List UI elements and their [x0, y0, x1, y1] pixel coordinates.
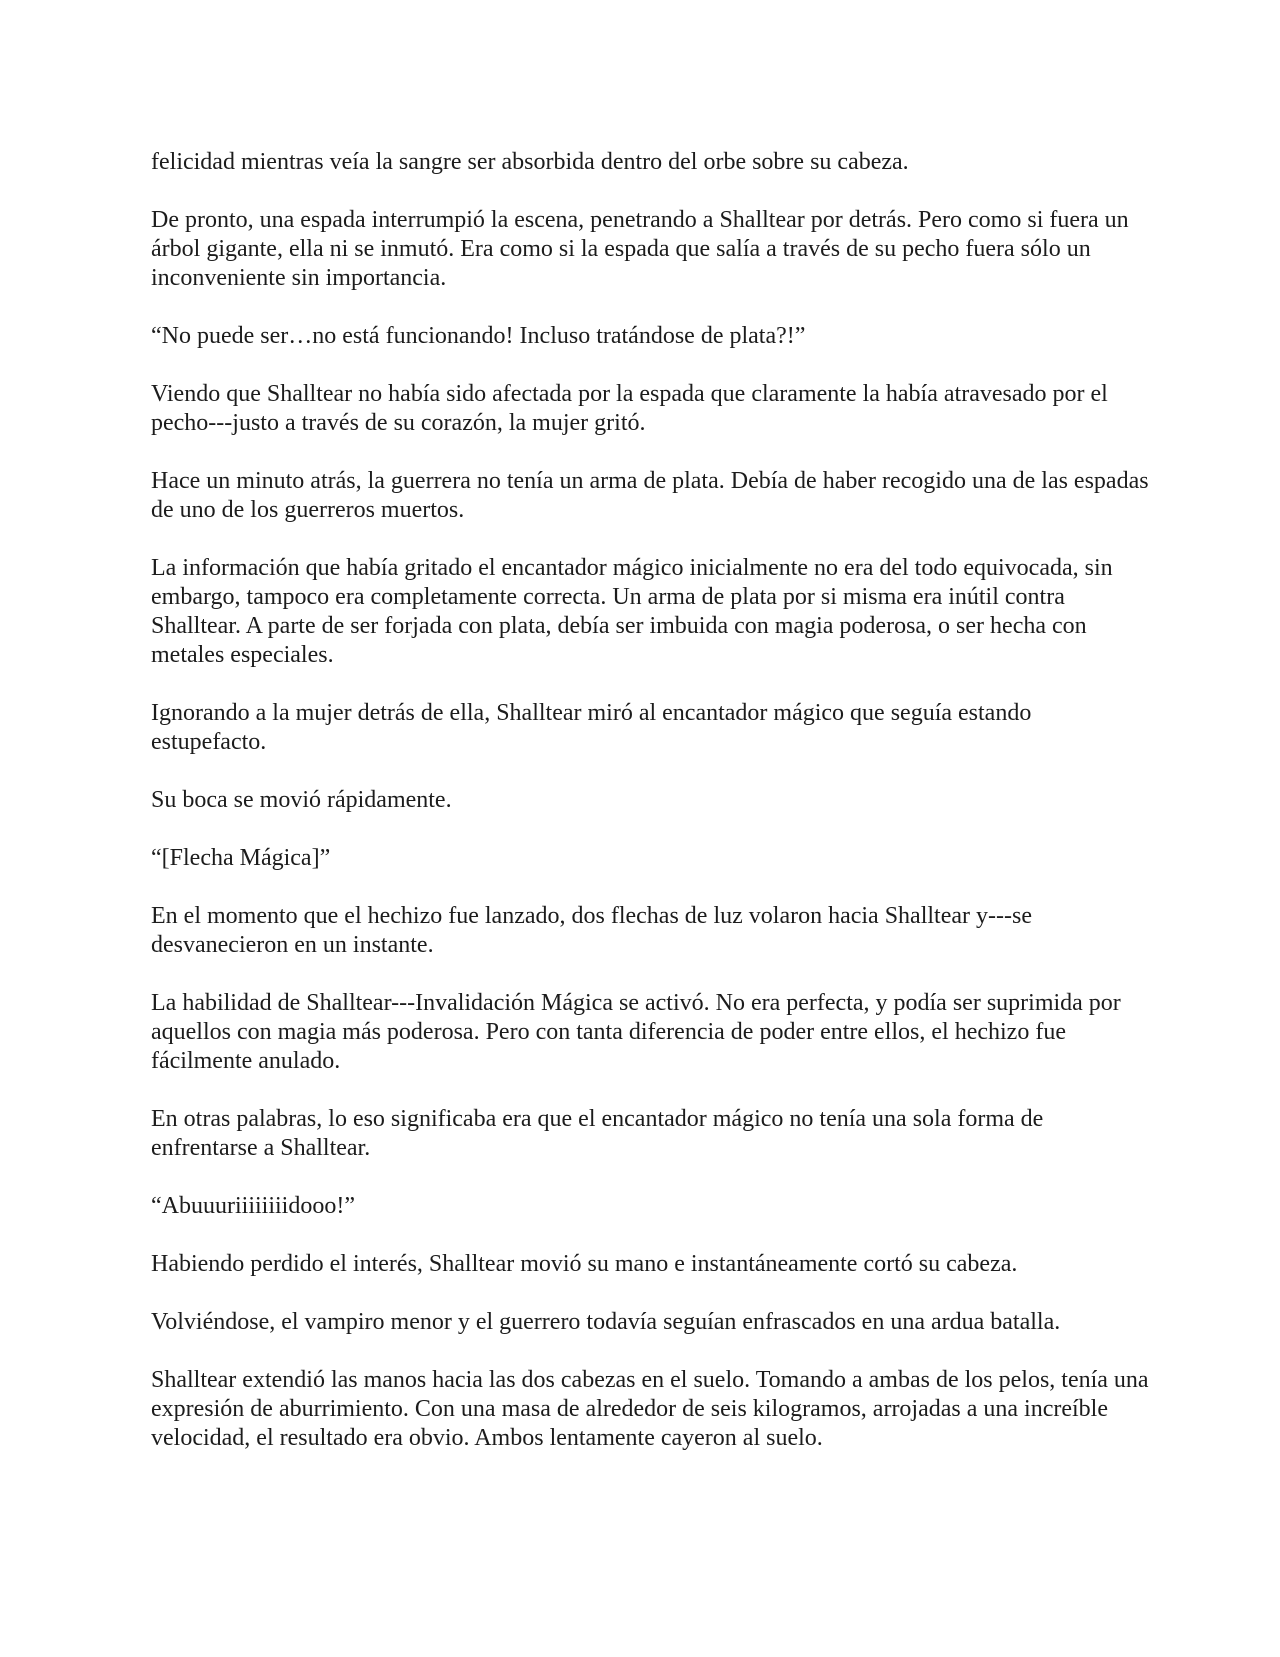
paragraph: La información que había gritado el encantador mágico inicialmente no era del todo equivocada, sin embargo, tampoco era completamente correcta. Un arma de plata por si misma era inútil contra Shalltear. A parte de ser forjada con plata, debía ser imbuida con magia poderosa, o ser hecha con metales especiales.	[151, 555, 1113, 668]
dialogue-paragraph: “[Flecha Mágica]”	[151, 845, 331, 871]
paragraph: Ignorando a la mujer detrás de ella, Shalltear miró al encantador mágico que seguía estando estupefacto.	[151, 700, 1032, 755]
document-body	[151, 148, 1151, 1482]
paragraph: De pronto, una espada interrumpió la escena, penetrando a Shalltear por detrás. Pero como si fuera un árbol gigante, ella ni se inmutó. Era como si la espada que salía a través de su pecho fuera sólo un inconveniente sin importancia.	[151, 207, 1129, 291]
paragraph: Habiendo perdido el interés, Shalltear movió su mano e instantáneamente cortó su cabeza.	[151, 1251, 1018, 1277]
paragraph: Hace un minuto atrás, la guerrera no tenía un arma de plata. Debía de haber recogido una de las espadas de uno de los guerreros muertos.	[151, 468, 1149, 523]
paragraph: En otras palabras, lo eso significaba era que el encantador mágico no tenía una sola forma de enfrentarse a Shalltear.	[151, 1106, 1044, 1161]
paragraph: felicidad mientras veía la sangre ser absorbida dentro del orbe sobre su cabeza.	[151, 149, 909, 175]
paragraph: La habilidad de Shalltear---Invalidación Mágica se activó. No era perfecta, y podía ser suprimida por aquellos con magia más poderosa. Pero con tanta diferencia de poder entre ellos, el hechizo fue fácilmente anulado.	[151, 990, 1121, 1074]
paragraph: Su boca se movió rápidamente.	[151, 787, 452, 813]
paragraph: Volviéndose, el vampiro menor y el guerrero todavía seguían enfrascados en una ardua batalla.	[151, 1309, 1061, 1335]
paragraph: Shalltear extendió las manos hacia las dos cabezas en el suelo. Tomando a ambas de los pelos, tenía una expresión de aburrimiento. Con una masa de alrededor de seis kilogramos, arrojadas a una increíble velocidad, el resultado era obvio. Ambos lentamente cayeron al suelo.	[151, 1367, 1149, 1451]
dialogue-paragraph: “No puede ser…no está funcionando! Incluso tratándose de plata?!”	[151, 323, 806, 349]
dialogue-paragraph: “Abuuuriiiiiiiidooo!”	[151, 1193, 355, 1219]
paragraph: Viendo que Shalltear no había sido afectada por la espada que claramente la había atravesado por el pecho---justo a través de su corazón, la mujer gritó.	[151, 381, 1108, 436]
paragraph: En el momento que el hechizo fue lanzado, dos flechas de luz volaron hacia Shalltear y---se desvanecieron en un instante.	[151, 903, 1032, 958]
